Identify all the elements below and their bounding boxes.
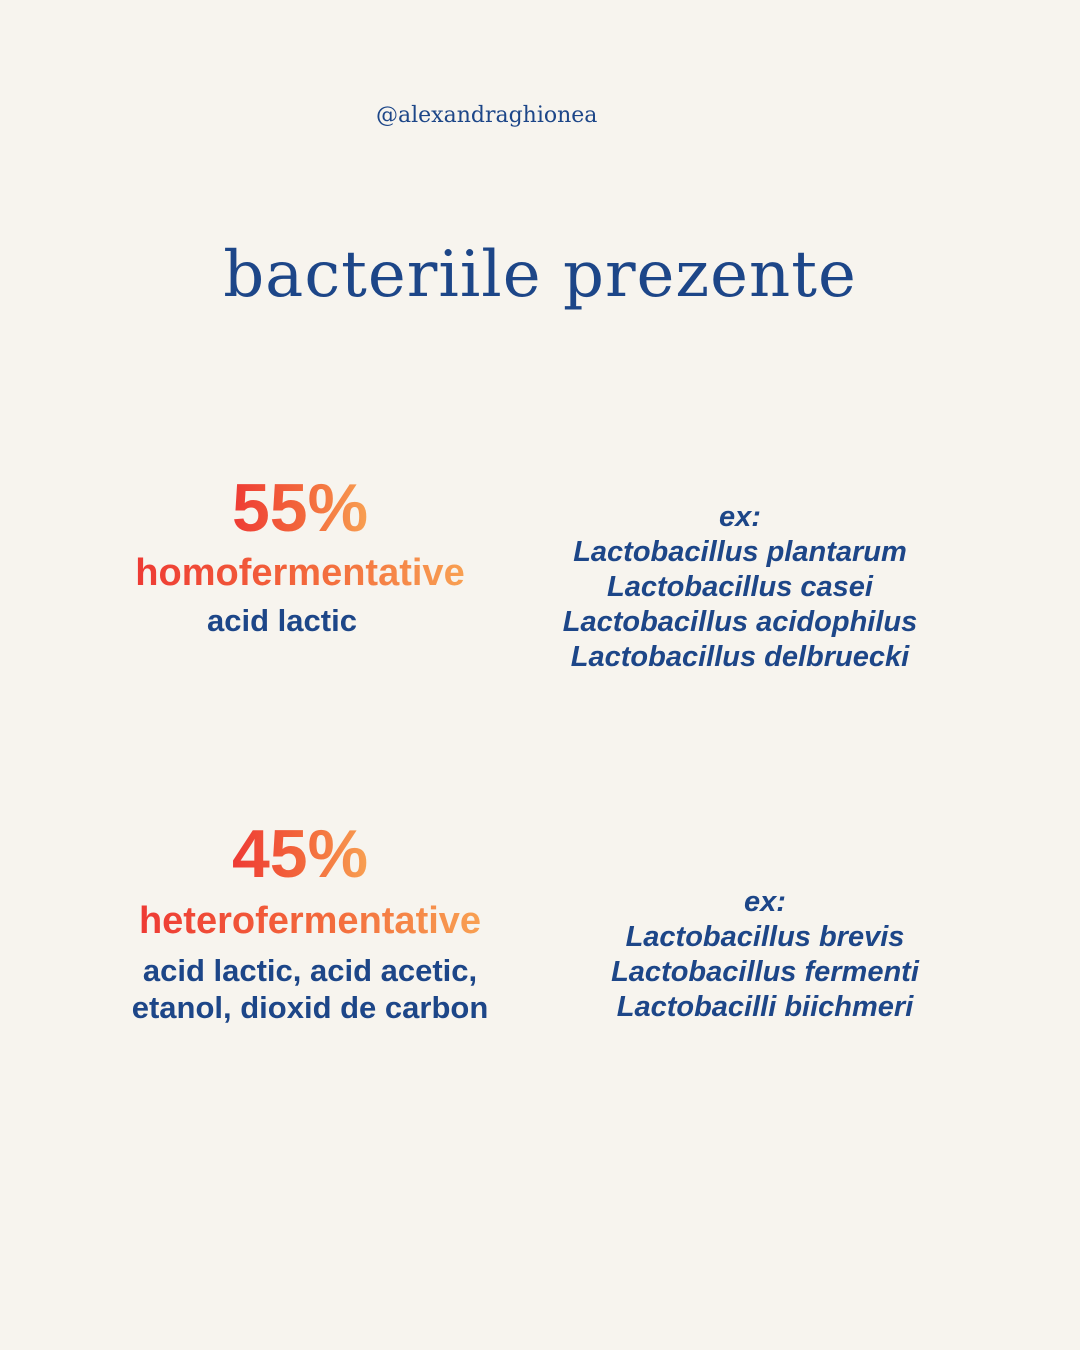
example-item: Lactobacillus delbruecki (570, 641, 910, 673)
example-item: Lactobacillus fermenti (611, 956, 919, 988)
example-item: Lactobacillus casei (607, 571, 873, 603)
bacteria-type: homofermentative (135, 552, 465, 594)
page-title: bacteriile prezente (223, 238, 857, 312)
fermentation-product: etanol, dioxid de carbon (131, 990, 489, 1025)
example-item: Lactobacillus brevis (625, 921, 905, 953)
homofermentative-block (100, 470, 500, 639)
percent-value: 45% (231, 816, 369, 892)
fermentation-product: acid lactic (207, 603, 357, 638)
heterofermentative-block (100, 816, 520, 1026)
author-handle: @alexandraghionea (376, 103, 598, 128)
examples-label: ex: (719, 501, 761, 533)
homofermentative-examples (540, 500, 940, 675)
example-item: Lactobacillus plantarum (573, 536, 907, 568)
example-item: Lactobacillus acidophilus (562, 606, 918, 638)
example-item: Lactobacilli biichmeri (616, 991, 914, 1023)
fermentation-product: acid lactic, acid acetic, (142, 953, 478, 988)
heterofermentative-examples (565, 885, 965, 1025)
percent-value: 55% (231, 470, 369, 546)
examples-label: ex: (744, 886, 786, 918)
bacteria-type: heterofermentative (138, 900, 482, 942)
